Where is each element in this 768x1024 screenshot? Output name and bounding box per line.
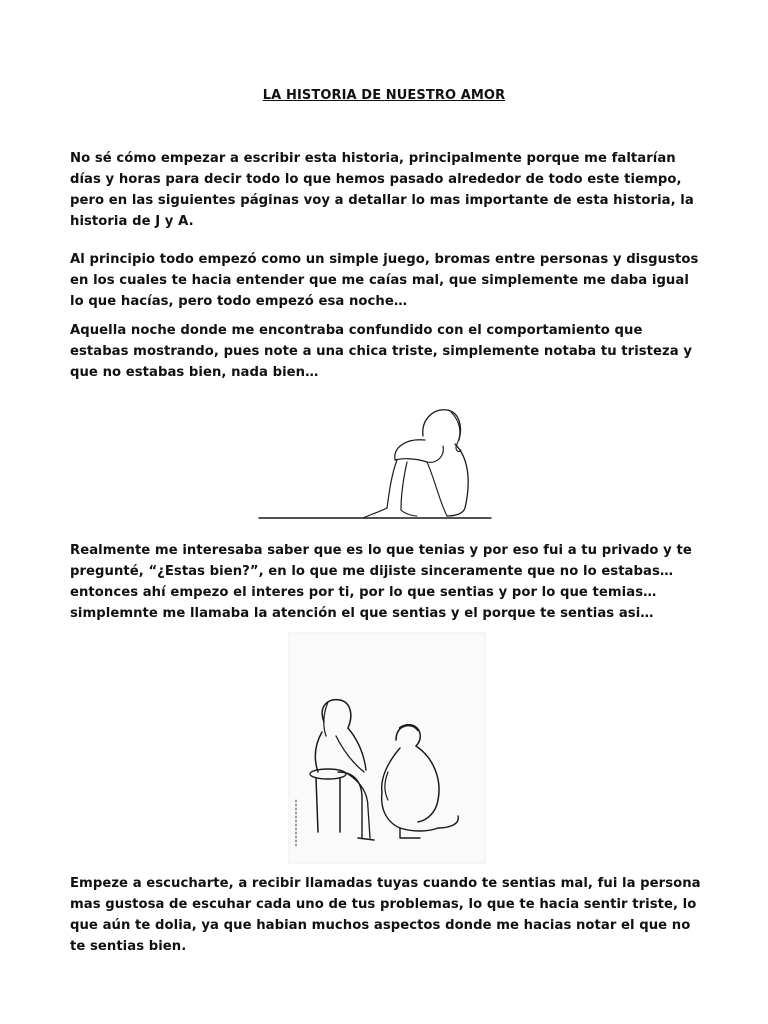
- paragraph-interest: Realmente me interesaba saber que es lo que tenias y por eso fui a tu privado y te pregunté, “¿Estas bien?”, en lo que me dijiste sinceramente que no lo estabas… entonces ahí empezo el interes por ti, por lo que sentias y por lo que temias… simplemnte me llamaba la atención el que sentias y el porque te sentias asi…: [70, 543, 692, 621]
- paragraph-intro: No sé cómo empezar a escribir esta historia, principalmente porque me faltarían días y horas para decir todo lo que hemos pasado alrededor de todo este tiempo, pero en las siguientes páginas voy a detallar lo mas importante de esta historia, la historia de J y A.: [70, 151, 694, 229]
- paragraph-that-night: Aquella noche donde me encontraba confundido con el comportamiento que estabas mostrando, pues note a una chica triste, simplemente notaba tu tristeza y que no estabas bien, nada bien…: [70, 323, 692, 380]
- comforting-friend-sketch-icon: [288, 632, 486, 864]
- paragraph-beginning: Al principio todo empezó como un simple juego, bromas entre personas y disgustos en los cuales te hacia entender que me caías mal, que simplemente me daba igual lo que hacías, pero todo empezó esa noche…: [70, 252, 699, 309]
- document-title: LA HISTORIA DE NUESTRO AMOR: [262, 88, 506, 103]
- sad-girl-line-drawing-icon: [255, 400, 495, 528]
- paragraph-listening: Empeze a escucharte, a recibir llamadas tuyas cuando te sentias mal, fui la persona mas gustosa de escuhar cada uno de tus problemas, lo que te hacia sentir triste, lo que aún te dolia, ya que habian muchos aspectos donde me hacias notar el que no te sentias bien.: [70, 876, 701, 954]
